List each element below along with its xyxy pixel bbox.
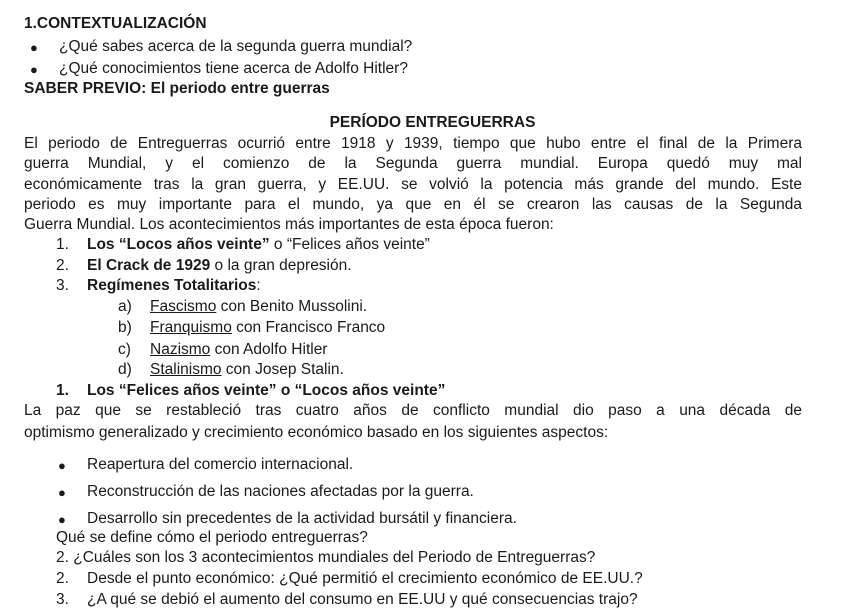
bullet-icon: ●: [58, 485, 66, 500]
event-detail: o “Felices años veinte”: [269, 236, 430, 253]
page-title: PERÍODO ENTREGUERRAS: [329, 114, 536, 131]
regime-name: Fascismo: [150, 298, 217, 315]
regime-name: Franquismo: [150, 319, 232, 336]
saber-previo-heading: SABER PREVIO: El periodo entre guerras: [24, 80, 330, 97]
paragraph-line: periodo es muy importante para el mundo, ya que en él se crearon las causas de la Segunda: [24, 196, 802, 213]
list-letter: c): [118, 341, 131, 358]
context-question: ¿Qué conocimientos tiene acerca de Adolfo Hitler?: [59, 60, 408, 77]
regime-leader: con Benito Mussolini.: [216, 298, 368, 315]
question: 2. ¿Cuáles son los 3 acontecimientos mundiales del Periodo de Entreguerras?: [56, 549, 596, 566]
regime-leader: con Josep Stalin.: [221, 361, 344, 378]
event-name: El Crack de 1929: [87, 257, 211, 274]
list-number: 2.: [56, 257, 69, 274]
list-item: Reconstrucción de las naciones afectadas por la guerra.: [87, 483, 474, 500]
regime-name: Stalinismo: [150, 361, 222, 378]
subheading: Los “Felices años veinte” o “Locos años veinte”: [87, 382, 446, 399]
list-letter: b): [118, 319, 132, 336]
list-number: 3.: [56, 277, 69, 294]
list-letter: a): [118, 298, 132, 315]
event-name: Los “Locos años veinte”: [87, 236, 270, 253]
list-item: [150, 297, 367, 316]
event-name: Regímenes Totalitarios: [87, 277, 257, 294]
regime-name: Nazismo: [150, 341, 211, 358]
bullet-icon: ●: [58, 458, 66, 473]
question-number: 2.: [56, 570, 69, 587]
section-heading: 1.CONTEXTUALIZACIÓN: [24, 15, 207, 32]
list-item: [87, 235, 430, 254]
paragraph-line: económicamente tras la gran guerra, y EE.UU. se volvió la potencia más grande del mundo. Este: [24, 176, 802, 193]
list-item: [150, 340, 327, 359]
event-detail: o la gran depresión.: [210, 257, 352, 274]
question: Desde el punto económico: ¿Qué permitió el crecimiento económico de EE.UU.?: [87, 570, 643, 587]
bullet-icon: ●: [30, 62, 38, 77]
question: ¿A qué se debió el aumento del consumo en EE.UU y qué consecuencias trajo?: [87, 591, 638, 608]
paragraph-line: El periodo de Entreguerras ocurrió entre 1918 y 1939, tiempo que hubo entre el final de la Primera: [24, 135, 802, 152]
question-number: 3.: [56, 591, 69, 608]
event-detail: :: [256, 277, 261, 294]
bullet-icon: ●: [58, 512, 66, 527]
subheading-number: 1.: [56, 382, 69, 399]
list-item: [87, 276, 261, 295]
list-item: [87, 256, 352, 275]
list-item: [150, 318, 385, 337]
paragraph-line: La paz que se restableció tras cuatro años de conflicto mundial dio paso a una década de: [24, 402, 802, 419]
paragraph-line: guerra Mundial, y el comienzo de la Segunda guerra mundial. Europa quedó muy mal: [24, 155, 802, 172]
list-item: [150, 360, 344, 379]
list-letter: d): [118, 361, 132, 378]
bullet-icon: ●: [30, 40, 38, 55]
question: Qué se define cómo el periodo entreguerras?: [56, 529, 368, 546]
regime-leader: con Adolfo Hitler: [210, 341, 328, 358]
paragraph-line: optimismo generalizado y crecimiento económico basado en los siguientes aspectos:: [24, 424, 609, 441]
list-item: Reapertura del comercio internacional.: [87, 456, 354, 473]
list-item: Desarrollo sin precedentes de la actividad bursátil y financiera.: [87, 510, 517, 527]
context-question: ¿Qué sabes acerca de la segunda guerra mundial?: [59, 38, 413, 55]
regime-leader: con Francisco Franco: [231, 319, 386, 336]
list-number: 1.: [56, 236, 69, 253]
paragraph-line: Guerra Mundial. Los acontecimientos más importantes de esta época fueron:: [24, 216, 554, 233]
